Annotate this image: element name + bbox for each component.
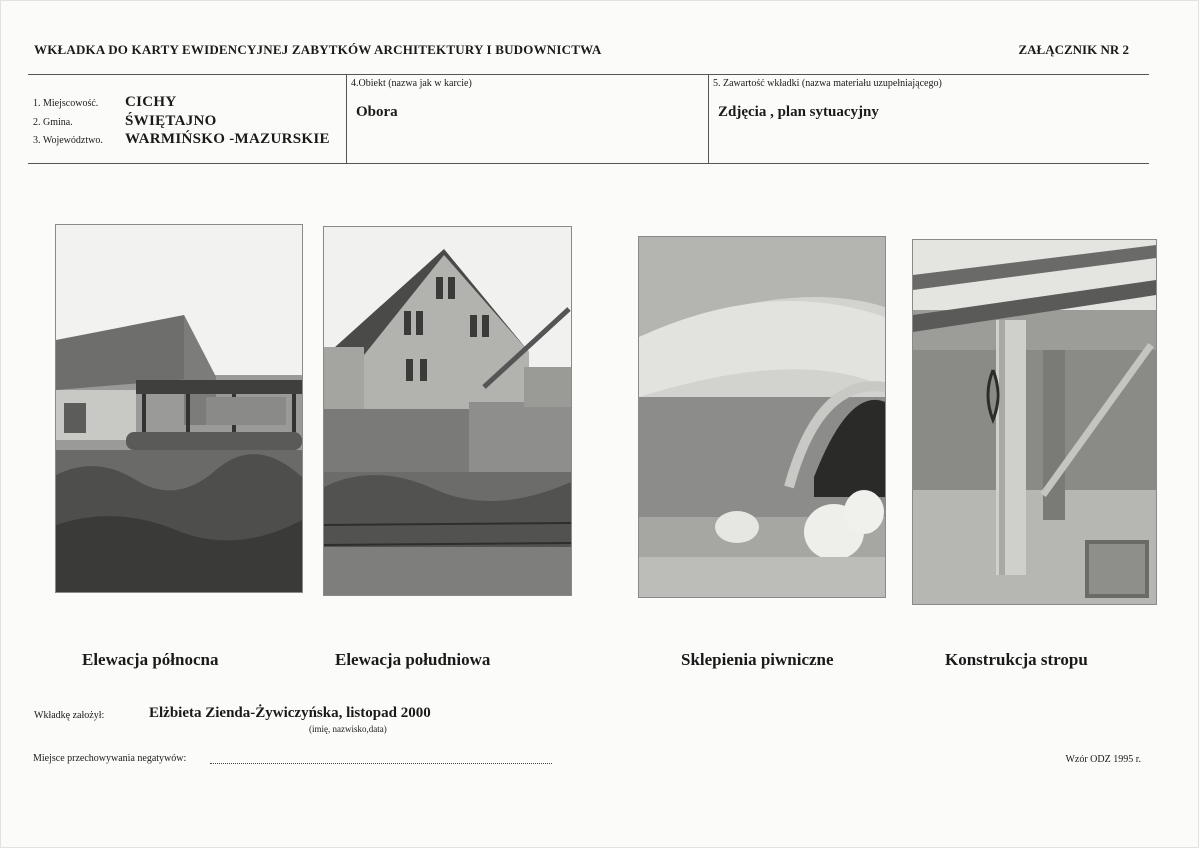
table-bottom-rule bbox=[28, 163, 1149, 164]
commune-label: 2. Gmina. bbox=[33, 117, 73, 128]
table-divider-1 bbox=[346, 74, 347, 163]
negatives-location-label: Miejsce przechowywania negatywów: bbox=[33, 753, 187, 764]
author-value: Elżbieta Zienda-Żywiczyńska, listopad 2000 bbox=[149, 705, 431, 721]
table-top-rule bbox=[28, 74, 1149, 75]
contents-value: Zdjęcia , plan sytuacyjny bbox=[718, 104, 879, 120]
caption-south-elevation: Elewacja południowa bbox=[335, 650, 491, 669]
caption-cellar-vaults: Sklepienia piwniczne bbox=[681, 650, 834, 669]
object-value: Obora bbox=[356, 104, 398, 120]
voivodeship-label: 3. Województwo. bbox=[33, 135, 103, 146]
annex-number: ZAŁĄCZNIK NR 2 bbox=[1018, 42, 1129, 57]
object-label: 4.Obiekt (nazwa jak w karcie) bbox=[351, 78, 472, 89]
document-title: WKŁADKA DO KARTY EWIDENCYJNEJ ZABYTKÓW ARCHITEKTURY I BUDOWNICTWA bbox=[34, 42, 602, 57]
voivodeship-value: WARMIŃSKO -MAZURSKIE bbox=[125, 131, 330, 147]
caption-ceiling-construction: Konstrukcja stropu bbox=[945, 650, 1088, 669]
voivodeship-row bbox=[33, 131, 330, 148]
locality-row bbox=[33, 94, 177, 111]
commune-value: ŚWIĘTAJNO bbox=[125, 113, 217, 129]
form-version: Wzór ODZ 1995 r. bbox=[1065, 754, 1141, 765]
locality-label: 1. Miejscowość. bbox=[33, 98, 99, 109]
negatives-location-field bbox=[210, 763, 552, 764]
contents-label: 5. Zawartość wkładki (nazwa materiału uzupełniającego) bbox=[713, 78, 942, 89]
table-divider-2 bbox=[708, 74, 709, 163]
commune-row bbox=[33, 113, 217, 130]
photo-north-elevation bbox=[55, 224, 303, 593]
author-label: Wkładkę założył: bbox=[34, 710, 105, 721]
photo-ceiling-construction bbox=[912, 239, 1157, 605]
photo-cellar-vaults bbox=[638, 236, 886, 598]
caption-north-elevation: Elewacja północna bbox=[82, 650, 219, 669]
locality-value: CICHY bbox=[125, 94, 177, 110]
author-hint: (imię, nazwisko,data) bbox=[309, 724, 387, 734]
photo-south-elevation bbox=[323, 226, 572, 596]
